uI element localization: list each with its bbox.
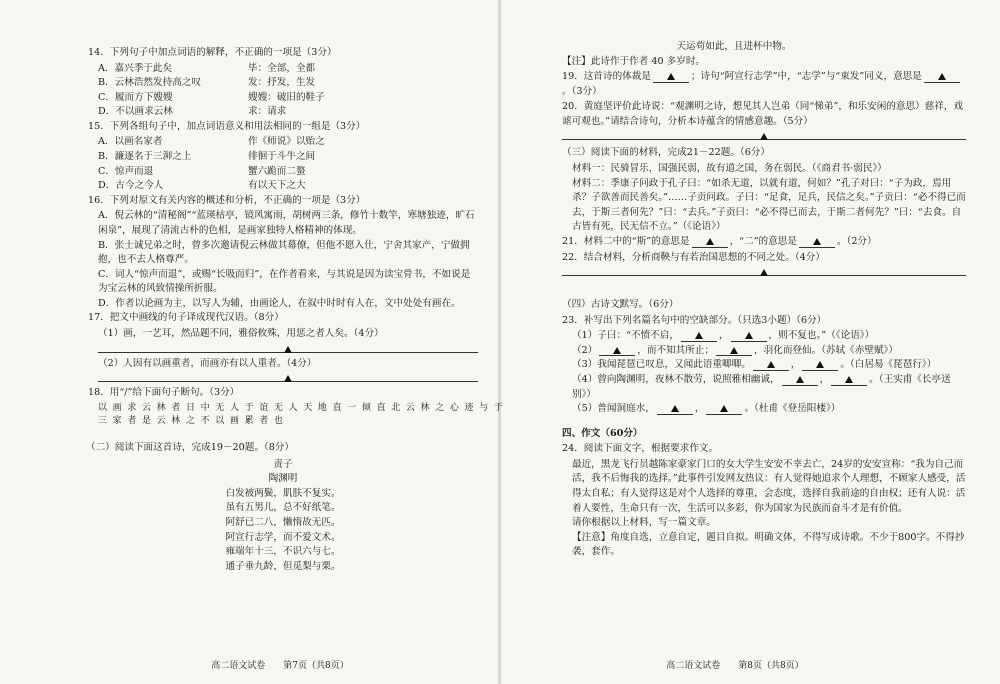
answer-marker-icon — [760, 133, 768, 140]
q16-option-d: D．作者以论画为主，以写人为辅，由画论人，在叙中时时有人在，文中处处有画在。 — [98, 297, 461, 309]
q24-stem: 24．阅读下面文字，根据要求作文。 — [562, 443, 719, 455]
answer-marker-icon — [760, 269, 768, 276]
answer-marker-icon — [695, 332, 703, 339]
page-footer-right: 高二语文试卷 第8页（共8页） — [666, 661, 804, 672]
poem-last-line: 天运苟如此，且进杯中物。 — [676, 41, 792, 52]
answer-marker-icon — [816, 361, 824, 368]
poem-section — [88, 441, 478, 574]
q15-option-a: A．以画名家者 作《师说》以贻之 — [98, 136, 325, 148]
answer-marker-icon — [671, 405, 679, 412]
poem-note: 【注】此诗作于作者 40 多岁时。 — [562, 55, 706, 67]
answer-marker-icon — [284, 346, 292, 353]
q16-option-b: B．张士诚兄弟之时，曾多次邀请倪云林做其幕僚，但他不愿入仕，宁舍其家产，宁做拥抱，也不去人格尊严。 — [98, 239, 470, 266]
q23-item-5: （5）普闻洞庭水， ， 。（杜甫《登岳阳楼》） — [572, 403, 841, 415]
q23-2-blank-1[interactable] — [599, 346, 635, 357]
answer-marker-icon — [706, 238, 714, 245]
poem-line: 阿舒已二八，懒惰故无匹。 — [225, 516, 341, 528]
answer-marker-icon — [938, 73, 946, 80]
q19: 19．这首诗的体裁是 ；诗句“阿宣行志学”中，“志学”与“束发”同义，意思是。（3分） — [562, 70, 966, 99]
q16-option-a: A．倪云林的“清秘阁”“蓝瑛枯亭，镜风寓雨，胡树两三条，修竹十数竿，寒塘独迹，旷石闲泉”，展现了清流古朴的色相，是画家独特人格精神的体现。 — [98, 210, 475, 236]
q16-option-c: C．词人“惊声而退”，或赐“长吸而归”，在作者看来，与其说是因为读宝骨书，不如说是为宝云林的风致情操所折服。 — [98, 268, 471, 295]
q23-item-1: （1）子曰：“不愤不启， ， ，则不复也。”（《论语》） — [572, 330, 875, 342]
answer-marker-icon — [796, 376, 804, 383]
poem-title: 责子 — [273, 458, 293, 470]
page-8 — [500, 0, 1000, 684]
q23-4-blank-1[interactable] — [782, 375, 818, 386]
answer-marker-icon — [667, 73, 675, 80]
q23-1-blank-1[interactable] — [681, 331, 717, 342]
q15-option-b: B．濂逐名于三泖之上 徘徊于斗牛之间 — [98, 151, 316, 163]
essay-prompt — [562, 458, 966, 560]
section-essay-head: 四、作文（60分） — [562, 427, 643, 439]
q23-5-blank-1[interactable] — [657, 404, 693, 415]
poem-line: 通子垂九龄，但觅梨与栗。 — [225, 560, 341, 572]
q23-3-blank-2[interactable] — [802, 360, 838, 371]
poem-line: 虽有五男儿，总不好纸笔。 — [225, 502, 341, 514]
q23-5-blank-2[interactable] — [706, 404, 742, 415]
q23-1-blank-2[interactable] — [731, 331, 767, 342]
q14-option-a: A．嘉兴季于此矣 毕：全部，全都 — [98, 62, 316, 74]
answer-marker-icon — [745, 332, 753, 339]
answer-marker-icon — [284, 375, 292, 382]
q20: 20．黄庭坚评价此诗说：“观渊明之诗，想见其人岂弟（同“悌弟”，和乐安闲的意思）慈祥，戏谑可观也。”请结合诗句，分析本诗蕴含的情感意趣。（5分） — [562, 101, 964, 127]
q23-4-blank-2[interactable] — [831, 375, 867, 386]
poem-line: 雍端年十三，不识六与七。 — [225, 546, 341, 558]
q18-stem: 18．用“/”给下面句子断句。（3分） — [88, 387, 240, 399]
answer-marker-icon — [767, 361, 775, 368]
q23-item-2: （2） ，而不知其所止； ，羽化而登仙。（苏轼《赤壁赋》） — [572, 344, 898, 356]
answer-marker-icon — [730, 347, 738, 354]
q23-item-3: （3）我闻琵琶已叹息，又闻此语重唧唧。 ， 。（白居易《琵琶行》） — [572, 359, 937, 371]
page-footer-left: 高二语文试卷 第7页（共8页） — [211, 661, 349, 672]
essay-paragraph: 最近，黑龙飞行员越陈家豪家门口的女大学生安安不幸去亡，24岁的安安宣称：“我为自己而活，我不后悔我的选择。”此事件引发网友热议：有人觉得她追求个人理想，不顾家人感受，活得太自私；有人觉得这是对个人选择的尊重，会态度，选择自我前途的自由权；还有人说：活着人要性，生命只有一次，生活可以多彩，你为国家为民族而奋斗才是有价值。 — [572, 458, 966, 514]
q18-text-line-2[interactable]: 三 家 者 是 云 林 之 不 以 画 累 者 也 — [98, 416, 285, 427]
q19-blank-1[interactable] — [653, 72, 689, 83]
q20-answer[interactable] — [562, 131, 966, 140]
q23-item-4: （4）曾向陶渊明，夜林不散劳，说照雅相幽诚， ， 。（王实甫《长亭送别》） — [572, 373, 951, 400]
q19-blank-2[interactable] — [924, 72, 960, 83]
q14-option-c: C．履而方下嫂嫂 嫂嫂：破旧的鞋子 — [98, 91, 325, 103]
q17-answer-1[interactable] — [88, 344, 478, 353]
poem-line: 阿宣行志学，而不爱文术。 — [225, 531, 341, 543]
material-2: 材料二：季康子问政于孔子曰：“如杀无道，以就有道，何如？”孔子对曰：“子为政，焉用杀？子欲善而民善矣。”……子贡问政。子曰：“足食，足兵，民信之矣。”子贡曰：“必不得已而去，于斯三者何先？”曰：“去兵。”子贡曰：“必不得已而去，于斯二者何先？”曰：“去食。自古皆有死，民无信不立。”（《论语》） — [572, 177, 966, 233]
answer-marker-icon — [613, 347, 621, 354]
q21-blank-2[interactable] — [799, 237, 835, 248]
essay-paragraph: 请你根据以上材料，写一篇文章。 — [572, 517, 716, 529]
q15-option-c: C．惊声而退 蟹六跪而二螯 — [98, 165, 306, 177]
q17-answer-2[interactable] — [88, 373, 478, 382]
section-4-head: （四）古诗文默写。（6分） — [562, 299, 679, 311]
q23-2-blank-2[interactable] — [716, 346, 752, 357]
essay-requirements: 【注意】角度自选，立意自定，题目自拟。明确文体，不得写成诗歌。不少于800字。不得抄袭，套作。 — [572, 531, 965, 558]
section-3-head: （三）阅读下面的材料，完成21－22题。（6分） — [562, 147, 770, 159]
poem-section-head: （二）阅读下面这首诗，完成19－20题。（8分） — [86, 442, 294, 454]
q21-blank-1[interactable] — [692, 237, 728, 248]
q17-sentence-2: （2）人因有以画重者，而画亦有以人重者。（4分） — [98, 357, 317, 369]
q14-option-d: D．不以画求云林 求：请求 — [98, 106, 287, 118]
q15-stem: 15．下列各组句子中，加点词语意义和用法相同的一组是（3分） — [88, 120, 366, 132]
poem-line: 白发被两鬓，肌肤不复实。 — [225, 487, 341, 499]
q22-answer[interactable] — [562, 267, 966, 276]
answer-marker-icon — [845, 376, 853, 383]
q17-sentence-1: （1）画，一艺耳，然品题不同，雅俗攸殊，用惩之者人矣。（4分） — [98, 327, 384, 339]
material-1: 材料一：民骑冒乐，国强民弱，故有道之国，务在弱民。（《商君书·弱民》） — [572, 163, 887, 175]
q17-stem: 17．把文中画线的句子译成现代汉语。（8分） — [88, 312, 284, 324]
answer-marker-icon — [813, 238, 821, 245]
q14-stem: 14．下列句子中加点词语的解释，不正确的一项是（3分） — [88, 47, 337, 58]
q23-3-blank-1[interactable] — [753, 360, 789, 371]
q23-stem: 23．补写出下列名篇名句中的空缺部分。（只选3小题）（6分） — [562, 314, 827, 326]
poem-author: 陶渊明 — [268, 473, 298, 485]
q22: 22．结合材料，分析商鞅与有若治国思想的不同之处。（4分） — [562, 251, 825, 263]
q18-text-line-1[interactable]: 以 画 求 云 林 者 日 中 无 人 于 谊 无 人 天 地 直 一 倾 直 北 云 林 之 心 迹 与 于 — [98, 402, 505, 413]
q14-option-b: B．云林浩然发持高之叹 发：抒发，生发 — [98, 77, 316, 89]
answer-marker-icon — [720, 405, 728, 412]
q16-stem: 16．下列对原文有关内容的概述和分析，不正确的一项是（3分） — [88, 194, 366, 206]
q21: 21．材料二中的“斯”的意思是 ，“二”的意思是 。（2分） — [562, 235, 877, 247]
q15-option-d: D．古今之今人 有以天下之大 — [98, 180, 306, 192]
